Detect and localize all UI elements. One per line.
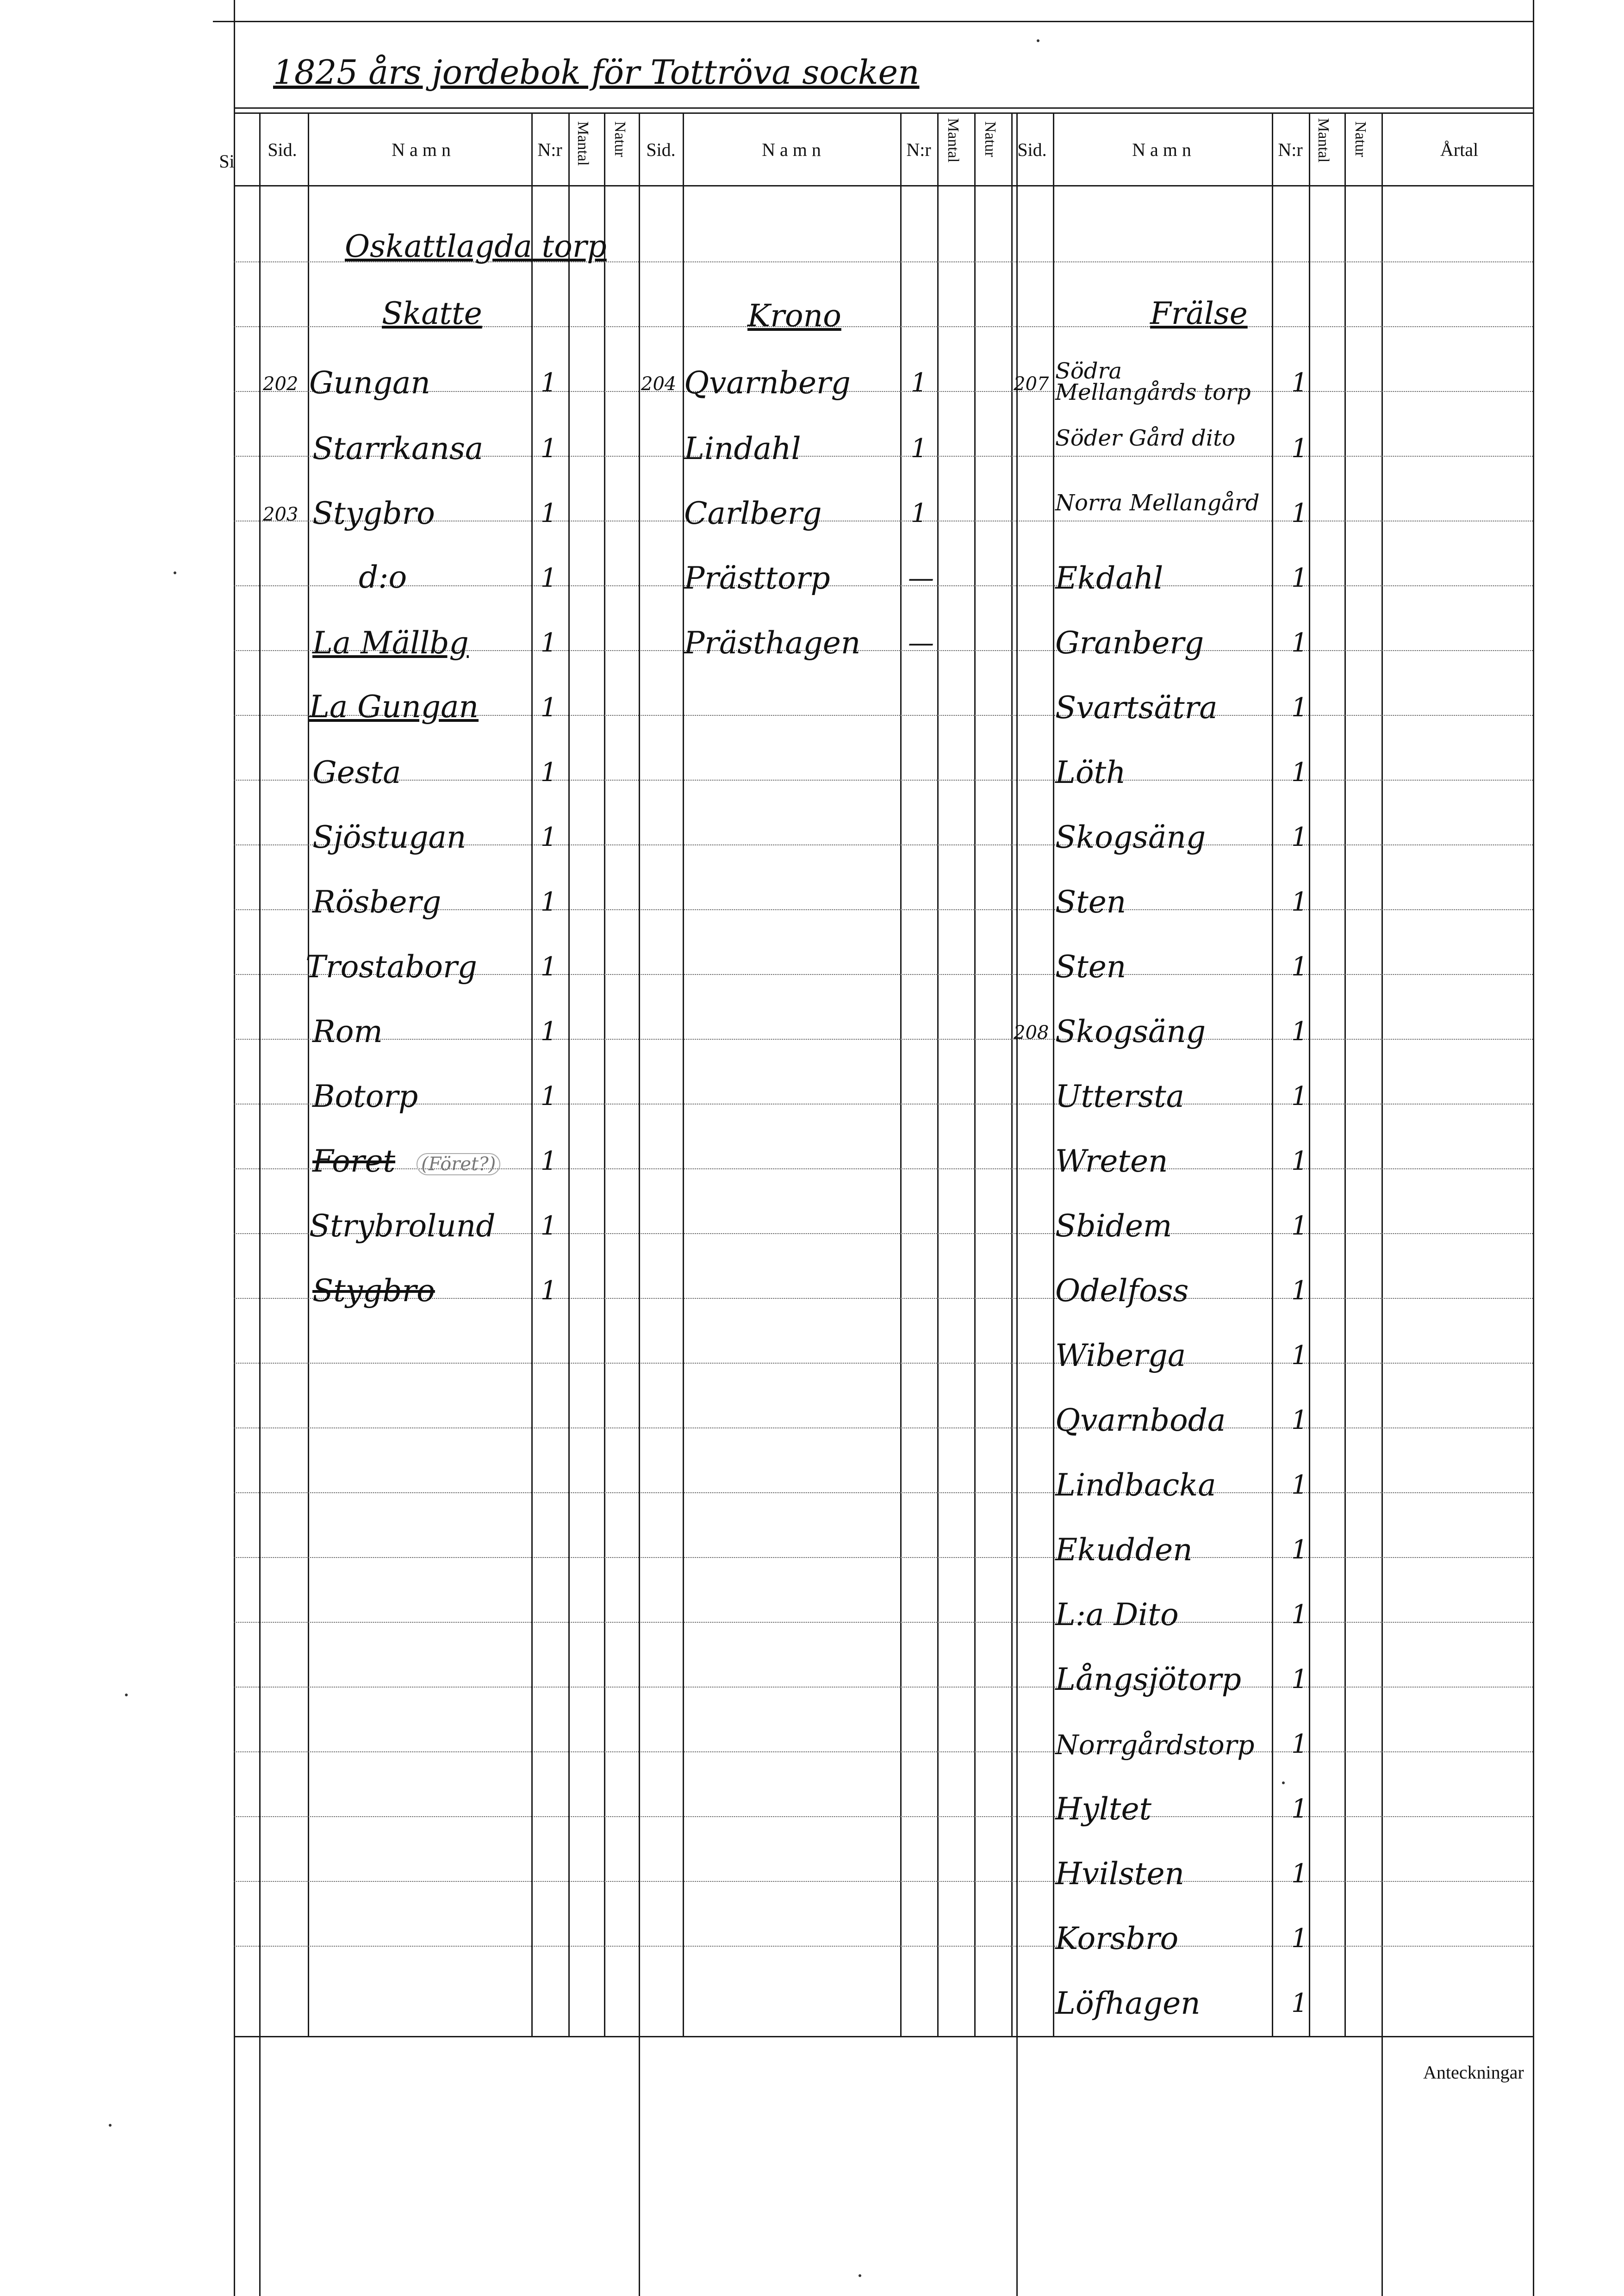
group-title-krono: Krono	[747, 298, 841, 334]
fralse-nr: 1	[1291, 1924, 1308, 1954]
skatte-name: Stygbro	[312, 1273, 435, 1309]
krono-nr: 1	[911, 434, 927, 464]
ruling-line	[234, 1104, 1533, 1105]
col-sep	[1016, 112, 1018, 2296]
header-natur-1: Natur	[611, 121, 628, 157]
ruling-line	[234, 1946, 1533, 1947]
fralse-nr: 1	[1291, 887, 1308, 917]
fralse-name: Norra Mellangård	[1055, 490, 1260, 516]
fralse-nr: 1	[1291, 1729, 1308, 1759]
fralse-nr: 1	[1291, 1600, 1308, 1630]
ruling-line	[234, 780, 1533, 781]
fralse-name: Hvilsten	[1055, 1856, 1185, 1892]
fralse-nr: 1	[1291, 1017, 1308, 1047]
fralse-name: Söder Gård dito	[1055, 425, 1236, 451]
skatte-name: Gungan	[309, 365, 430, 401]
skatte-name: Trostaborg	[305, 949, 477, 985]
fralse-nr: 1	[1291, 563, 1308, 593]
fralse-nr: 1	[1291, 1081, 1308, 1111]
fralse-nr: 1	[1291, 1340, 1308, 1371]
col-sep	[1053, 112, 1054, 2037]
ruling-line	[234, 1363, 1533, 1364]
col-sep	[1272, 112, 1273, 2037]
fralse-name: Skogsäng	[1055, 819, 1206, 855]
ruling-line	[234, 1816, 1533, 1817]
scan-speck	[859, 2274, 861, 2277]
header-nr-2: N:r	[906, 139, 931, 160]
skatte-name: Gesta	[312, 755, 401, 790]
skatte-nr: 1	[541, 434, 557, 464]
krono-name: Prästtorp	[684, 560, 830, 596]
header-namn-2: N a m n	[762, 139, 821, 160]
fralse-nr: 1	[1291, 1794, 1308, 1824]
skatte-nr: 1	[541, 1146, 557, 1176]
fralse-nr: 1	[1291, 1211, 1308, 1241]
col-sep	[1344, 112, 1346, 2037]
fralse-nr: 1	[1291, 1859, 1308, 1889]
fralse-name: Lindbacka	[1055, 1467, 1216, 1503]
col-sep	[604, 112, 605, 2037]
fralse-nr: 1	[1291, 952, 1308, 982]
scan-speck	[174, 571, 176, 574]
fralse-name: Ekudden	[1055, 1532, 1193, 1568]
krono-name: Qvarnberg	[684, 365, 851, 401]
fralse-name: Wiberga	[1055, 1338, 1186, 1373]
header-nr-3: N:r	[1278, 139, 1303, 160]
fralse-name: Löth	[1055, 755, 1126, 790]
scan-speck	[1037, 39, 1039, 42]
fralse-name: Sbidem	[1055, 1208, 1172, 1244]
skatte-name: Strybrolund	[309, 1208, 496, 1244]
skatte-name: Foret	[312, 1143, 396, 1179]
col-sep	[1381, 112, 1383, 2296]
skatte-nr: 1	[541, 1211, 557, 1241]
section-title: Oskattlagda torp	[345, 229, 607, 264]
scan-speck	[109, 2124, 112, 2127]
ruling-line	[234, 585, 1533, 586]
skatte-sid: 203	[263, 504, 299, 525]
col-sep	[639, 112, 640, 2296]
ruling-line	[234, 1751, 1533, 1752]
fralse-name: Norrgårdstorp	[1055, 1729, 1255, 1761]
skatte-name: Starrkansa	[312, 431, 484, 466]
header-namn-3: N a m n	[1132, 139, 1191, 160]
fralse-name: Sten	[1055, 884, 1126, 920]
fralse-sid: 208	[1014, 1022, 1049, 1043]
ruling-line	[234, 1492, 1533, 1493]
fralse-name: L:a Dito	[1055, 1597, 1179, 1632]
fralse-name: Odelfoss	[1055, 1273, 1189, 1309]
left-margin-line	[234, 0, 235, 2296]
col-sep	[974, 112, 976, 2037]
anteckningar-label: Anteckningar	[1423, 2062, 1524, 2083]
ruling-line	[234, 1557, 1533, 1558]
fralse-nr: 1	[1291, 757, 1308, 788]
col-sep	[1309, 112, 1310, 2037]
skatte-nr: 1	[541, 563, 557, 593]
col-sep	[531, 112, 533, 2037]
col-sep	[259, 112, 261, 2296]
scan-speck	[125, 1694, 128, 1696]
fralse-nr: 1	[1291, 1405, 1308, 1435]
fralse-nr: 1	[1291, 1988, 1308, 2018]
skatte-nr: 1	[541, 1081, 557, 1111]
header-mantal-3: Mantal	[1315, 118, 1332, 163]
fralse-name: Svartsätra	[1055, 690, 1218, 726]
col-sep	[308, 112, 309, 2037]
scan-speck	[1282, 1781, 1285, 1784]
right-border-line	[1533, 0, 1534, 2296]
krono-name: Lindahl	[684, 431, 801, 466]
header-natur-2: Natur	[982, 121, 999, 157]
skatte-note: (Föret?)	[417, 1153, 500, 1175]
fralse-nr: 1	[1291, 693, 1308, 723]
ruling-line	[234, 1039, 1533, 1040]
skatte-name: Sjöstugan	[312, 819, 467, 855]
fralse-nr: 1	[1291, 498, 1308, 528]
fralse-name: Löfhagen	[1055, 1986, 1201, 2021]
krono-sid: 204	[641, 373, 677, 395]
skatte-name: Stygbro	[312, 496, 435, 531]
skatte-name: Botorp	[312, 1079, 418, 1114]
header-nr-1: N:r	[537, 139, 562, 160]
table-bottom-rule	[234, 2036, 1533, 2037]
title-rule-2	[234, 112, 1533, 114]
skatte-nr: 1	[541, 693, 557, 723]
header-sid-3: Sid.	[1017, 139, 1047, 160]
skatte-name: d:o	[359, 559, 407, 595]
skatte-nr: 1	[541, 822, 557, 852]
fralse-nr: 1	[1291, 368, 1308, 398]
fralse-nr: 1	[1291, 628, 1308, 658]
fralse-nr: 1	[1291, 1470, 1308, 1500]
title-rule-1	[234, 107, 1533, 109]
header-sid-1: Sid.	[268, 139, 297, 160]
group-title-fralse: Frälse	[1150, 296, 1248, 331]
col-sep	[683, 112, 684, 2037]
fralse-name: Sten	[1055, 949, 1126, 985]
ledger-title: 1825 års jordebok för Tottröva socken	[273, 53, 920, 92]
fralse-name: Skogsäng	[1055, 1014, 1206, 1049]
skatte-nr: 1	[541, 1017, 557, 1047]
ruling-line	[234, 1687, 1533, 1688]
fralse-name: Södra Mellangårds torp	[1055, 358, 1251, 405]
ruling-line	[234, 1427, 1533, 1428]
fralse-name: Korsbro	[1055, 1921, 1179, 1956]
skatte-nr: 1	[541, 1276, 557, 1306]
fralse-name: Uttersta	[1055, 1079, 1185, 1114]
krono-nr: 1	[911, 498, 927, 528]
skatte-name: Rom	[312, 1014, 383, 1049]
krono-nr: —	[908, 563, 934, 593]
group-title-skatte: Skatte	[382, 296, 482, 331]
skatte-name: La Mällbg	[312, 625, 469, 661]
header-natur-3: Natur	[1352, 121, 1369, 157]
skatte-nr: 1	[541, 887, 557, 917]
skatte-nr: 1	[541, 952, 557, 982]
fralse-name: Wreten	[1055, 1143, 1168, 1179]
skatte-name: Rösberg	[312, 884, 442, 920]
skatte-nr: 1	[541, 498, 557, 528]
skatte-nr: 1	[541, 628, 557, 658]
header-si: Si	[219, 151, 235, 172]
col-sep	[900, 112, 902, 2037]
fralse-name: Ekdahl	[1055, 560, 1164, 596]
header-namn-1: N a m n	[392, 139, 451, 160]
ruling-line	[234, 1881, 1533, 1882]
fralse-name: Granberg	[1055, 625, 1204, 661]
header-sid-2: Sid.	[646, 139, 676, 160]
header-mantal-1: Mantal	[574, 121, 591, 166]
fralse-nr: 1	[1291, 1664, 1308, 1694]
header-artal: Årtal	[1440, 139, 1479, 160]
ruling-line	[234, 1622, 1533, 1623]
skatte-name: La Gungan	[309, 689, 479, 725]
fralse-name: Qvarnboda	[1055, 1402, 1226, 1438]
fralse-nr: 1	[1291, 1146, 1308, 1176]
fralse-nr: 1	[1291, 434, 1308, 464]
skatte-sid: 202	[263, 373, 299, 395]
header-mantal-2: Mantal	[945, 118, 962, 163]
fralse-nr: 1	[1291, 1276, 1308, 1306]
col-sep	[1011, 112, 1013, 2037]
fralse-name: Långsjötorp	[1055, 1662, 1242, 1697]
krono-name: Carlberg	[684, 496, 822, 531]
fralse-nr: 1	[1291, 822, 1308, 852]
top-border	[213, 21, 1534, 22]
fralse-name: Hyltet	[1055, 1791, 1152, 1827]
col-sep	[937, 112, 939, 2037]
fralse-nr: 1	[1291, 1535, 1308, 1565]
krono-nr: 1	[911, 368, 927, 398]
skatte-nr: 1	[541, 757, 557, 788]
krono-name: Prästhagen	[684, 625, 861, 661]
header-bottom-rule	[234, 185, 1533, 186]
skatte-nr: 1	[541, 368, 557, 398]
krono-nr: —	[908, 628, 934, 658]
fralse-sid: 207	[1014, 373, 1049, 395]
col-sep	[568, 112, 570, 2037]
